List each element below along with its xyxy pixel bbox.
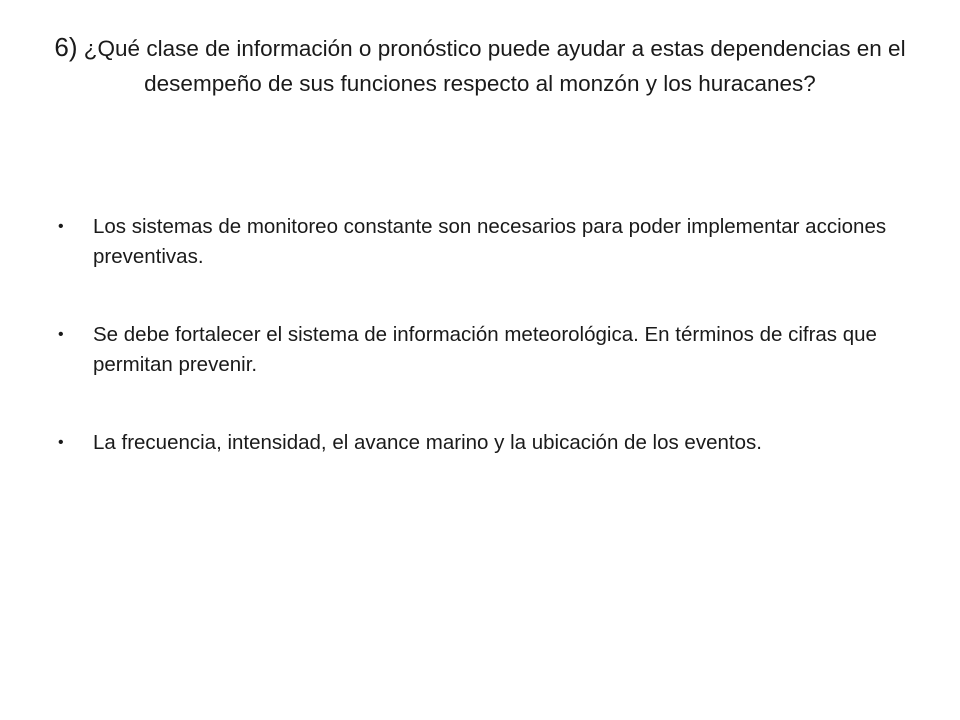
bullet-dot-icon: • <box>58 326 64 343</box>
bullet-text: Los sistemas de monitoreo constante son necesarios para poder implementar acciones preventivas. <box>93 215 887 268</box>
bullet-text: Se debe fortalecer el sistema de información meteorológica. En términos de cifras que permitan prevenir. <box>93 323 877 376</box>
bullet-dot-icon: • <box>58 434 64 451</box>
question-number: 6) <box>54 32 78 62</box>
bullet-item <box>56 320 916 380</box>
bullet-item <box>56 428 916 458</box>
question-text: ¿Qué clase de información o pronóstico puede ayudar a estas dependencias en el desempeño de sus funciones respecto al monzón y los huracanes? <box>83 36 906 96</box>
bullet-item <box>56 212 916 272</box>
slide-title <box>48 30 912 101</box>
bullet-list <box>56 212 916 458</box>
bullet-text: La frecuencia, intensidad, el avance marino y la ubicación de los eventos. <box>93 431 762 454</box>
bullet-dot-icon: • <box>58 218 64 235</box>
